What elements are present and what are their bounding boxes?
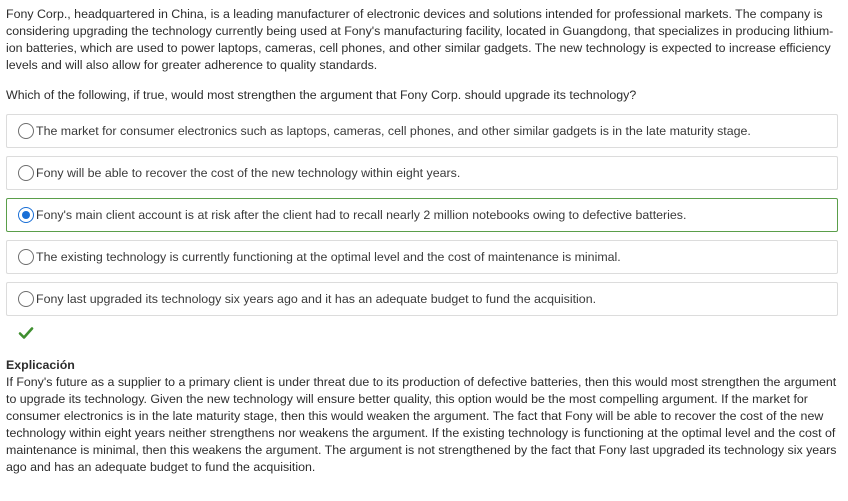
answer-option-a[interactable] (6, 114, 838, 148)
explanation-section (6, 357, 838, 476)
radio-button[interactable] (18, 165, 34, 181)
checkmark-icon (18, 326, 34, 340)
answer-option-label: Fony's main client account is at risk after the client had to recall nearly 2 million notebooks owing to defective batteries. (36, 208, 687, 222)
radio-button-selected[interactable] (18, 207, 34, 223)
radio-button[interactable] (18, 123, 34, 139)
question-container (6, 6, 838, 476)
radio-button[interactable] (18, 249, 34, 265)
answer-option-b[interactable] (6, 156, 838, 190)
explanation-title: Explicación (6, 358, 75, 372)
answer-option-e[interactable] (6, 282, 838, 316)
radio-button[interactable] (18, 291, 34, 307)
question-prompt: Which of the following, if true, would most strengthen the argument that Fony Corp. should upgrade its technology? (6, 88, 637, 102)
explanation-text: If Fony's future as a supplier to a primary client is under threat due to its production of defective batteries, then this would most strengthen the argument to upgrade its technology. Given the new technology will ensure better quality, this option would be the most compelling argument. If the market for consumer electronics is in the late maturity stage, then this would weaken the argument. The fact that Fony will be able to recover the cost of the new technology within eight years neither strengthens nor weakens the argument. If the existing technology is functioning at the optimal level and the cost of maintenance is minimal, then this weakens the argument. The argument is not strengthened by the fact that Fony last upgraded its technology six years ago and has an adequate budget to fund the acquisition. (6, 375, 837, 474)
answer-option-label: Fony will be able to recover the cost of the new technology within eight years. (36, 166, 461, 180)
answer-options (6, 114, 838, 316)
answer-option-c[interactable] (6, 198, 838, 232)
answer-option-label: The market for consumer electronics such as laptops, cameras, cell phones, and other similar gadgets is in the late maturity stage. (36, 124, 751, 138)
answer-option-label: The existing technology is currently functioning at the optimal level and the cost of maintenance is minimal. (36, 250, 621, 264)
answer-option-label: Fony last upgraded its technology six years ago and it has an adequate budget to fund the acquisition. (36, 292, 597, 306)
answer-option-d[interactable] (6, 240, 838, 274)
question-passage: Fony Corp., headquartered in China, is a leading manufacturer of electronic devices and solutions intended for professional markets. The company is considering upgrading the technology currently being used at Fony's manufacturing facility, located in Guangdong, that specializes in producing lithium-ion batteries, which are used to power laptops, cameras, cell phones, and other similar gadgets. The new technology is expected to increase efficiency levels and will also allow for greater adherence to quality standards. (6, 7, 834, 72)
